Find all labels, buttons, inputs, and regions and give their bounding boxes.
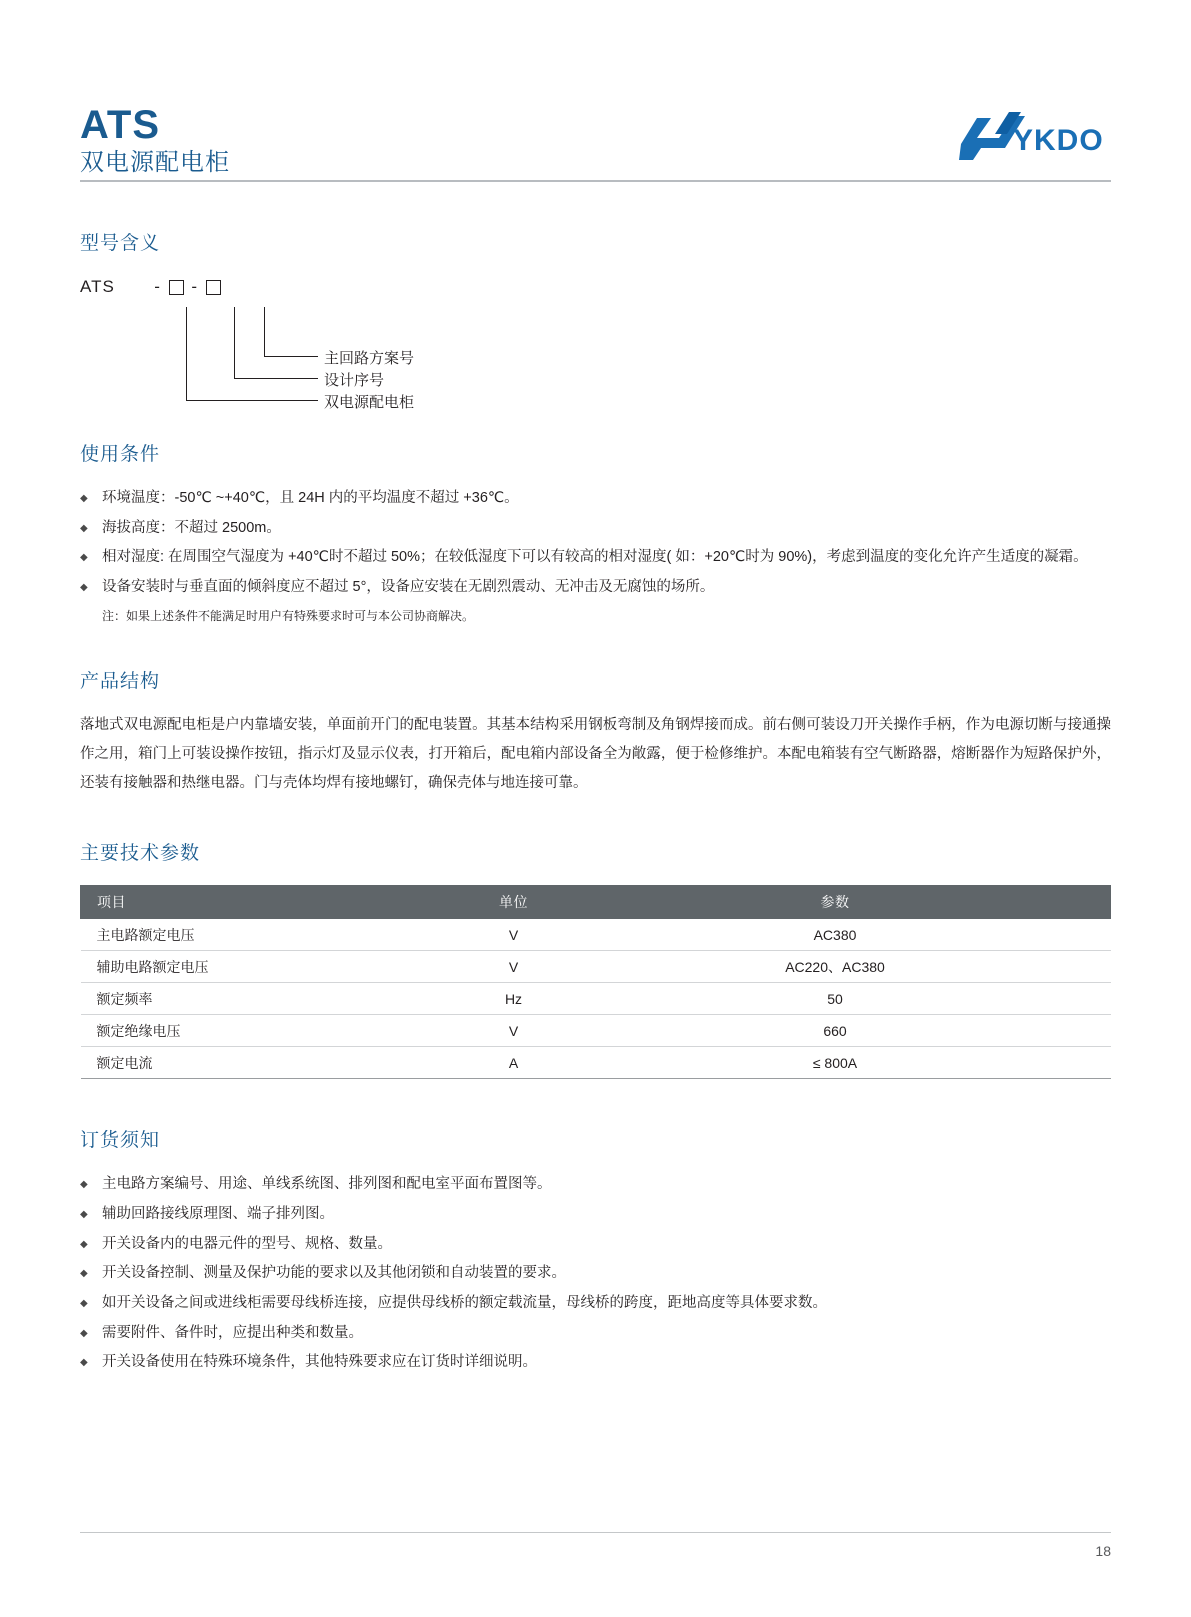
specs-table xyxy=(80,885,1111,1079)
cell-item: 辅助电路额定电压 xyxy=(81,951,468,983)
model-label-design-serial: 设计序号 xyxy=(324,372,385,389)
conditions-list xyxy=(80,484,1111,603)
list-item: ◆ 开关设备控制、测量及保护功能的要求以及其他闭锁和自动装置的要求。 xyxy=(80,1259,1111,1289)
structure-section xyxy=(80,666,1111,798)
list-item: ◆ 主电路方案编号、用途、单线系统图、排列图和配电室平面布置图等。 xyxy=(80,1170,1111,1200)
list-item: ◆ 海拔高度：不超过 2500m。 xyxy=(80,514,1111,544)
ordering-section-title: 订货须知 xyxy=(80,1130,161,1152)
cell-item: 额定绝缘电压 xyxy=(81,1015,468,1047)
logo-icon xyxy=(951,104,1111,174)
specs-table-head xyxy=(81,886,1111,919)
list-item: ◆ 辅助回路接线原理图、端子排列图。 xyxy=(80,1200,1111,1230)
table-row xyxy=(81,983,1111,1015)
page-footer xyxy=(80,1532,1111,1559)
model-section xyxy=(80,228,1111,417)
leader-line-v2 xyxy=(234,307,235,378)
model-code-prefix: ATS xyxy=(80,277,115,296)
cell-unit: V xyxy=(468,951,560,983)
list-item: ◆ 相对湿度: 在周围空气湿度为 +40℃时不超过 50%；在较低湿度下可以有较高的相对湿度( 如：+20℃时为 90%)，考虑到温度的变化允许产生适度的凝霜。 xyxy=(80,543,1111,573)
cell-unit: Hz xyxy=(468,983,560,1015)
ordering-list xyxy=(80,1170,1111,1378)
specs-section xyxy=(80,838,1111,1079)
page-number: 18 xyxy=(1095,1543,1111,1559)
leader-line-h1 xyxy=(264,356,318,357)
cell-unit: V xyxy=(468,1015,560,1047)
model-box-2 xyxy=(206,280,221,295)
leader-line-v1 xyxy=(264,307,265,356)
table-row xyxy=(81,1047,1111,1079)
svg-text:YKDO: YKDO xyxy=(1013,124,1104,157)
model-diagram xyxy=(80,277,1111,417)
cell-param: 50 xyxy=(560,983,1111,1015)
model-box-1 xyxy=(169,280,184,295)
ordering-section xyxy=(80,1125,1111,1378)
table-row xyxy=(81,1015,1111,1047)
table-row xyxy=(81,951,1111,983)
leader-line-h3 xyxy=(186,400,318,401)
list-item: ◆ 需要附件、备件时，应提出种类和数量。 xyxy=(80,1319,1111,1349)
company-logo xyxy=(951,104,1111,174)
cell-param: AC220、AC380 xyxy=(560,951,1111,983)
cell-unit: V xyxy=(468,919,560,951)
model-dash-2: - xyxy=(191,277,199,296)
leader-line-v3 xyxy=(186,307,187,400)
specs-table-body xyxy=(81,919,1111,1079)
list-item: ◆ 设备安装时与垂直面的倾斜度应不超过 5°，设备应安装在无剧烈震动、无冲击及无腐蚀的场所。 xyxy=(80,573,1111,603)
title-block xyxy=(80,104,230,180)
model-section-title: 型号含义 xyxy=(80,233,161,254)
specs-section-title: 主要技术参数 xyxy=(80,843,201,865)
column-header-item: 项目 xyxy=(81,886,468,919)
model-label-main-circuit: 主回路方案号 xyxy=(324,350,415,367)
cell-param: AC380 xyxy=(560,919,1111,951)
model-dash-1: - xyxy=(154,277,161,296)
list-item: ◆ 如开关设备之间或进线柜需要母线桥连接，应提供母线桥的额定载流量，母线桥的跨度，距地高度等具体要求数。 xyxy=(80,1289,1111,1319)
structure-paragraph: 落地式双电源配电柜是户内靠墙安装，单面前开门的配电装置。其基本结构采用钢板弯制及角钢焊接而成。前右侧可装设刀开关操作手柄，作为电源切断与接通操作之用，箱门上可装设操作按钮，指示灯及显示仪表，打开箱后，配电箱内部设备全为敞露，便于检修维护。本配电箱装有空气断路器，熔断器作为短路保护外，还装有接触器和热继电器。门与壳体均焊有接地螺钉，确保壳体与地连接可靠。 xyxy=(80,717,1111,792)
table-row xyxy=(81,919,1111,951)
list-item: ◆ 环境温度：-50℃ ~+40℃，且 24H 内的平均温度不超过 +36℃。 xyxy=(80,484,1111,514)
column-header-param: 参数 xyxy=(560,886,1111,919)
conditions-section-title: 使用条件 xyxy=(80,444,161,465)
cell-unit: A xyxy=(468,1047,560,1079)
table-header-row xyxy=(81,886,1111,919)
column-header-unit: 单位 xyxy=(468,886,560,919)
cell-param: 660 xyxy=(560,1015,1111,1047)
cell-item: 主电路额定电压 xyxy=(81,919,468,951)
page-header xyxy=(80,0,1111,182)
cell-item: 额定频率 xyxy=(81,983,468,1015)
cell-param: ≤ 800A xyxy=(560,1047,1111,1079)
page-title: ATS xyxy=(80,102,161,147)
leader-line-h2 xyxy=(234,378,318,379)
list-item: ◆ 开关设备使用在特殊环境条件，其他特殊要求应在订货时详细说明。 xyxy=(80,1348,1111,1378)
structure-section-title: 产品结构 xyxy=(80,671,161,693)
page-subtitle: 双电源配电柜 xyxy=(80,148,230,176)
model-code-line xyxy=(80,277,223,297)
cell-item: 额定电流 xyxy=(81,1047,468,1079)
list-item: ◆ 开关设备内的电器元件的型号、规格、数量。 xyxy=(80,1230,1111,1260)
conditions-note: 注：如果上述条件不能满足时用户有特殊要求时可与本公司协商解决。 xyxy=(102,608,475,623)
conditions-section xyxy=(80,439,1111,626)
model-label-product: 双电源配电柜 xyxy=(324,394,415,411)
